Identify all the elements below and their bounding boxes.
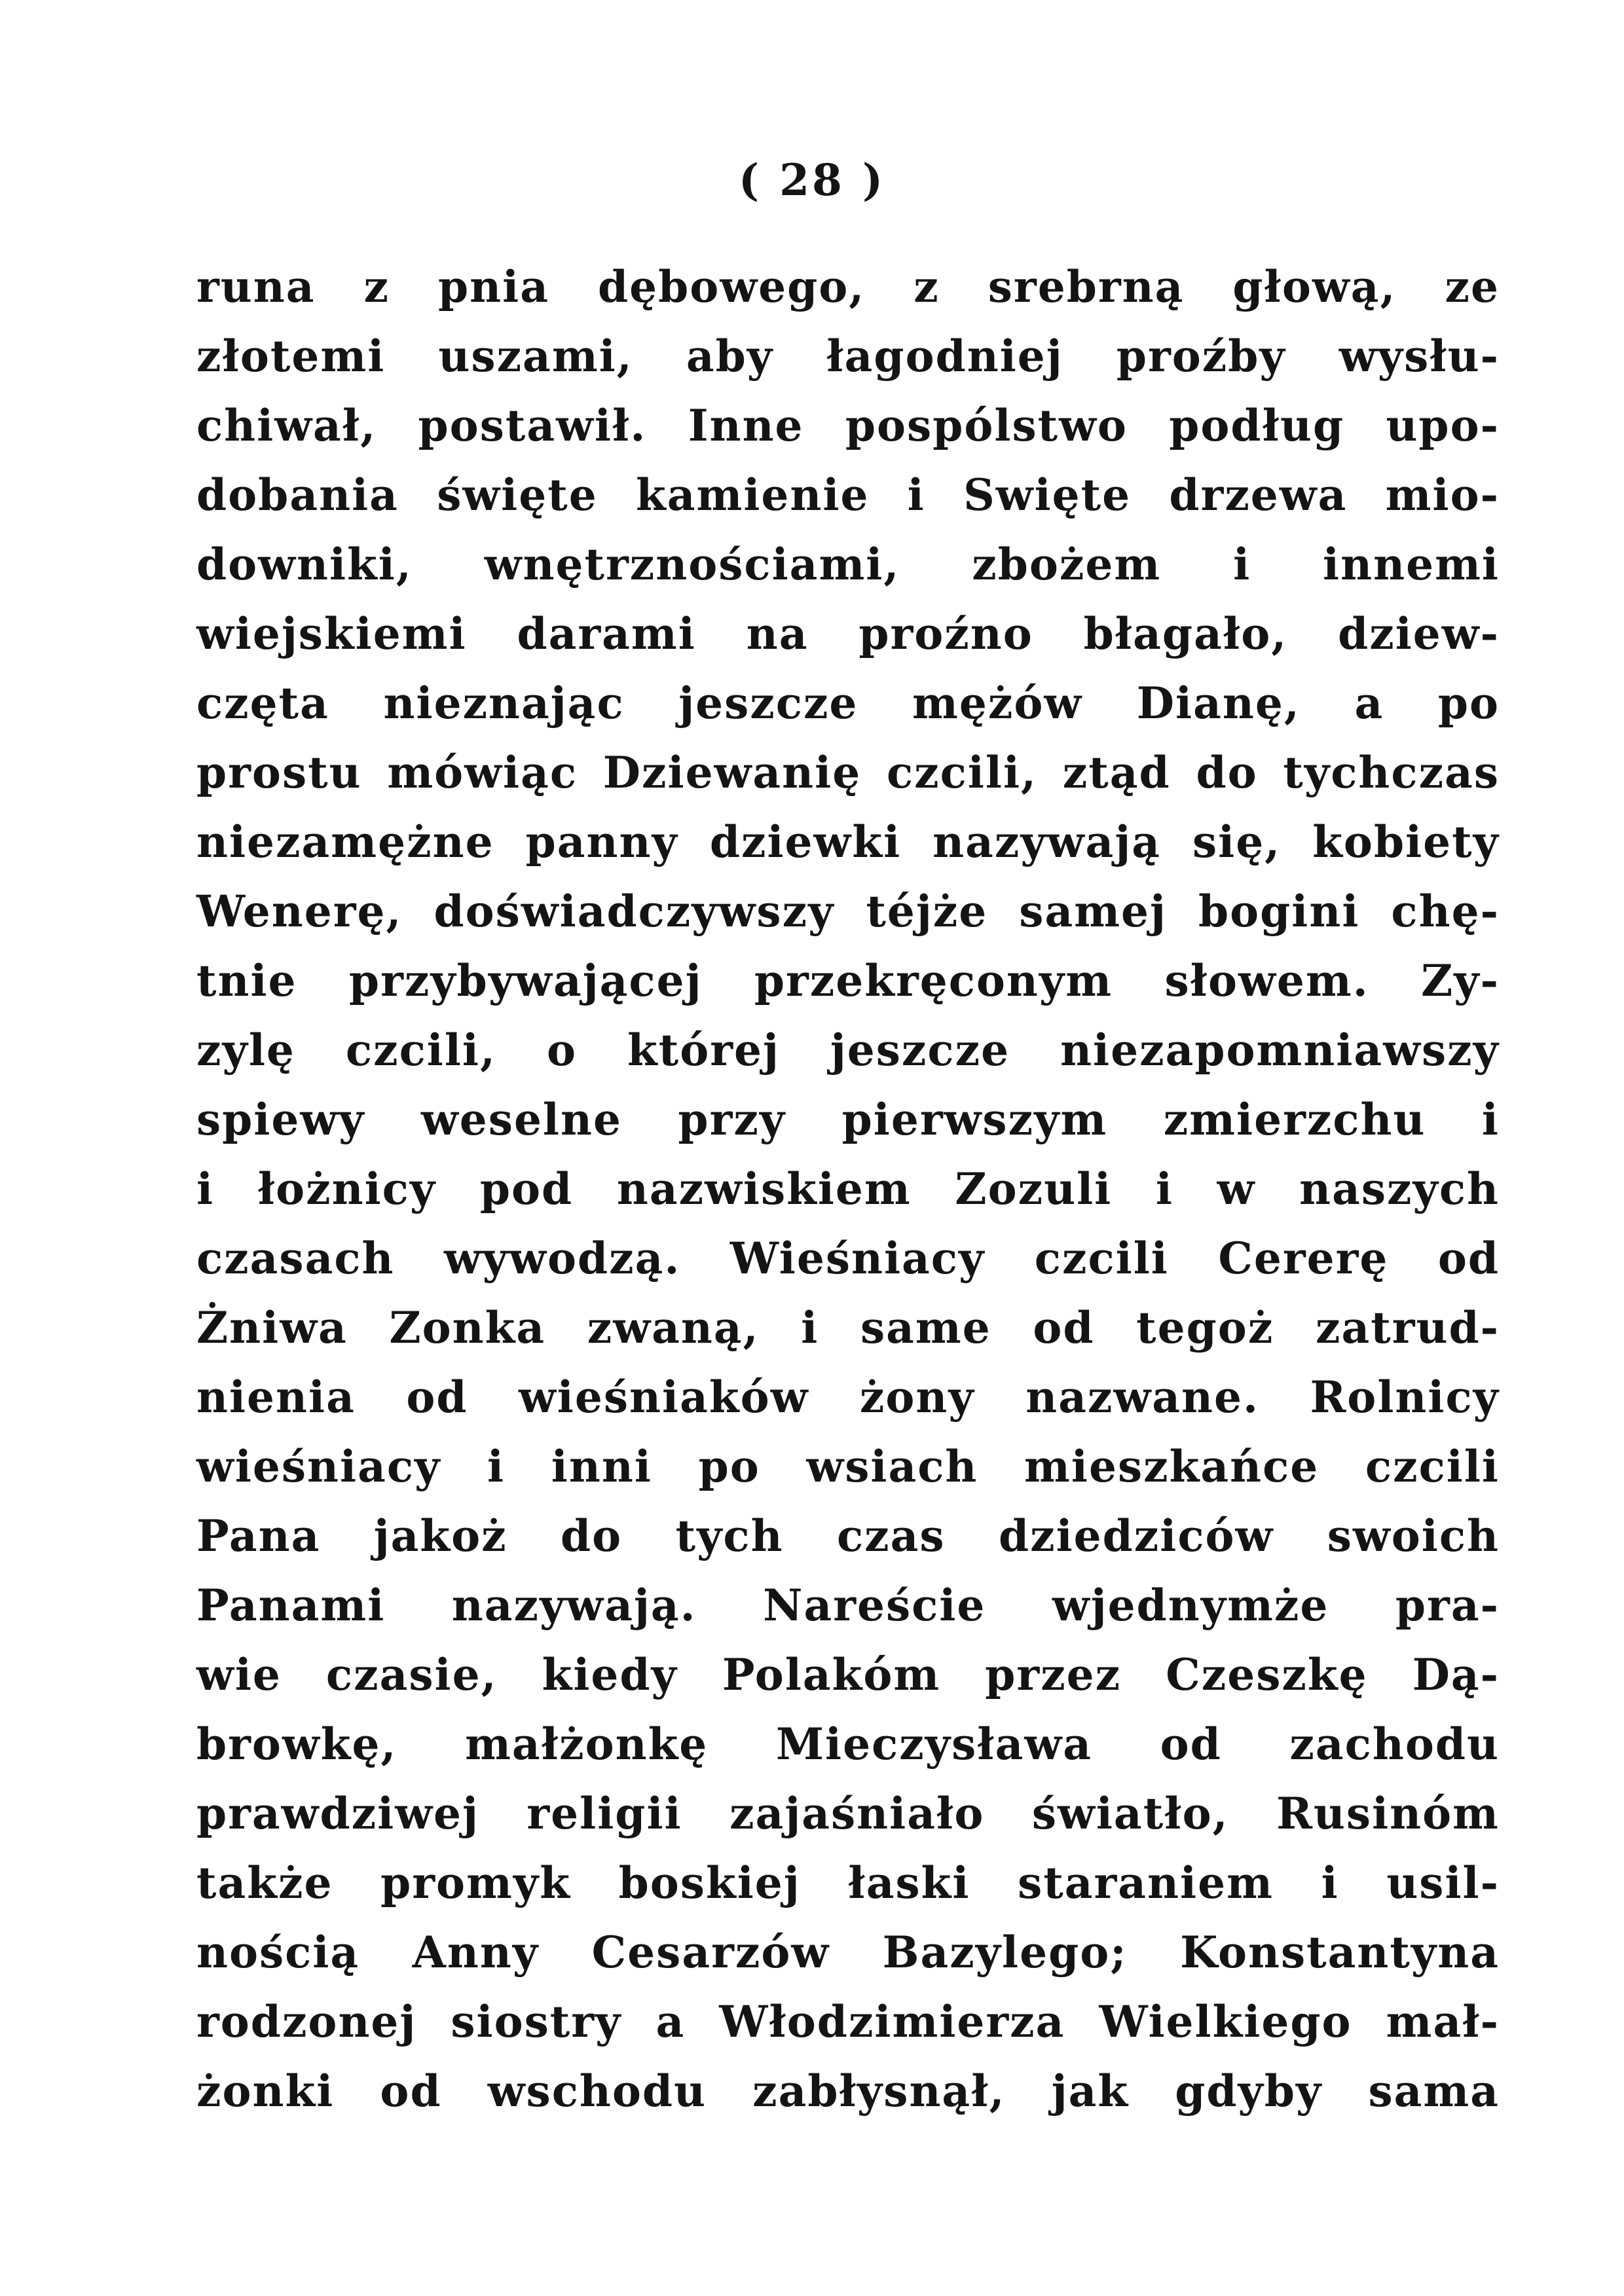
text-line: wie czasie, kiedy Polakóm przez Czeszkę Dą- [196,1649,1500,1700]
text-line: rodzonej siostry a Włodzimierza Wielkiego mał- [196,1996,1500,2047]
text-line: chiwał, postawił. Inne pospólstwo podług upo- [196,400,1500,451]
body-text [196,252,1500,2126]
text-line: prawdziwej religii zajaśniało światło, Rusinóm [196,1788,1500,1839]
text-line: niezamężne panny dziewki nazywają się, kobiety [196,816,1500,867]
page-number: ( 28 ) [738,155,886,206]
text-line: Wenerę, doświadczywszy téjże samej bogini chę- [196,886,1500,937]
text-line: Panami nazywają. Nareście wjednymże pra- [196,1580,1500,1631]
text-line: nością Anny Cesarzów Bazylego; Konstantyna [196,1927,1500,1978]
text-line: wieśniacy i inni po wsiach mieszkańce czcili [196,1441,1500,1492]
text-line: zylę czcili, o której jeszcze niezapomniawszy [196,1025,1500,1076]
text-line: czasach wywodzą. Wieśniacy czcili Cererę od [196,1233,1500,1284]
text-line: Żniwa Zonka zwaną, i same od tegoż zatrud- [196,1302,1500,1353]
text-line: złotemi uszami, aby łagodniej proźby wysłu- [196,331,1500,382]
text-line: i łożnicy pod nazwiskiem Zozuli i w naszych [196,1163,1500,1214]
text-line: spiewy weselne przy pierwszym zmierzchu i [196,1094,1500,1145]
text-line: downiki, wnętrznościami, zbożem i innemi [196,539,1500,590]
text-line: tnie przybywającej przekręconym słowem. Zy- [196,955,1500,1006]
text-line: częta nieznając jeszcze mężów Dianę, a po [196,678,1500,729]
text-line: browkę, małżonkę Mieczysława od zachodu [196,1719,1500,1770]
text-line: runa z pnia dębowego, z srebrną głową, ze [196,261,1500,312]
text-line: Pana jakoż do tych czas dziedziców swoich [196,1510,1500,1561]
text-line: także promyk boskiej łaski staraniem i usil- [196,1857,1500,1908]
text-line: żonki od wschodu zabłysnął, jak gdyby sama [196,2066,1500,2117]
text-line: wiejskiemi darami na proźno błagało, dziew- [196,608,1500,659]
text-line: dobania święte kamienie i Swięte drzewa mio- [196,469,1500,520]
text-line: prostu mówiąc Dziewanię czcili, ztąd do tychczas [196,747,1500,798]
text-line: nienia od wieśniaków żony nazwane. Rolnicy [196,1372,1500,1423]
